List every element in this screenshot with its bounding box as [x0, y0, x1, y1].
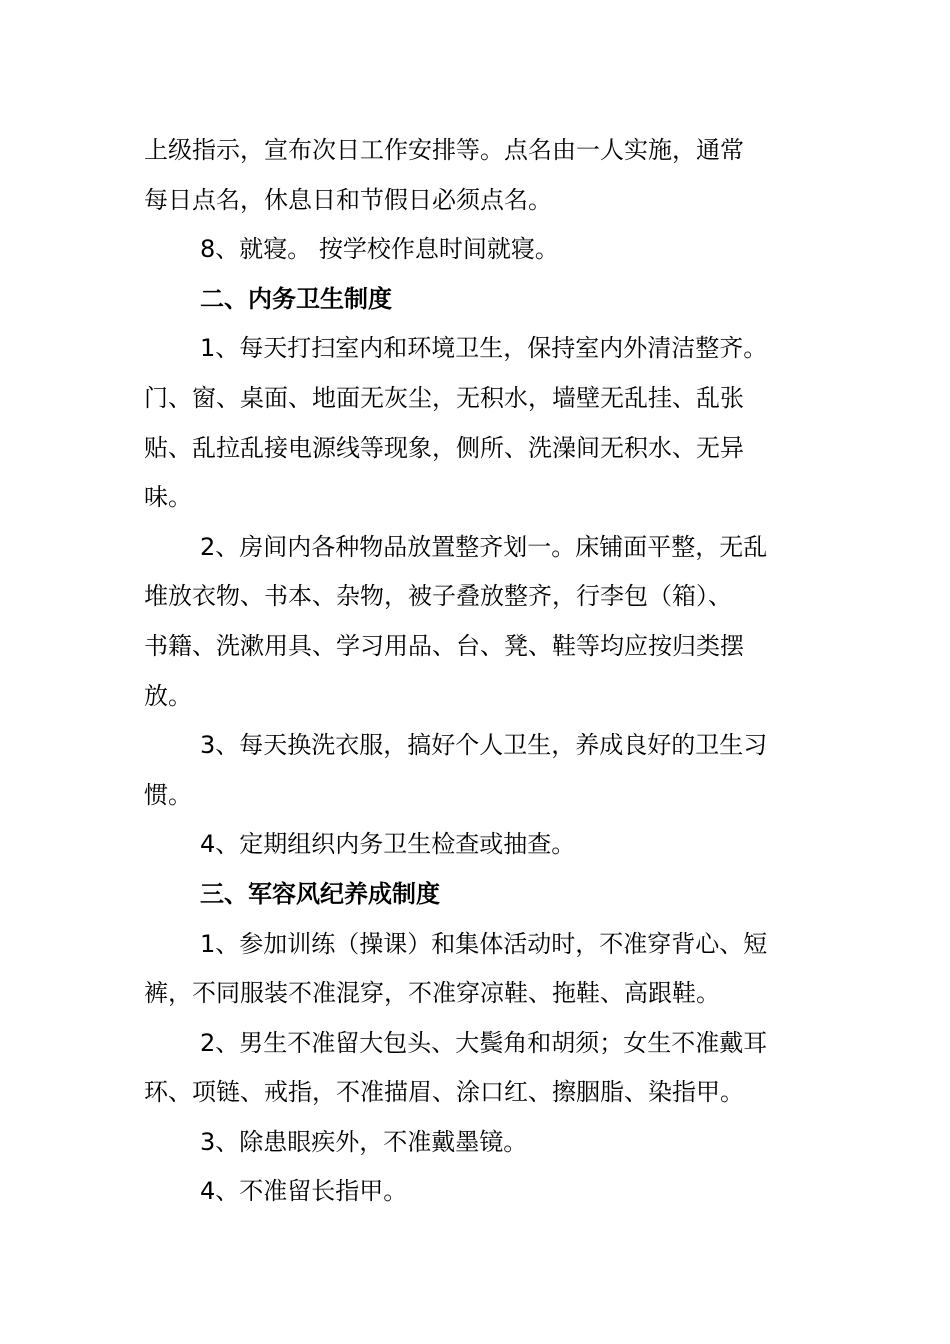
paragraph-line: 1、每天打扫室内和环境卫生，保持室内外清洁整齐。	[200, 334, 768, 363]
document-body	[144, 126, 812, 1217]
paragraph-line: 4、不准留长指甲。	[200, 1177, 408, 1206]
paragraph-line: 1、参加训练（操课）和集体活动时，不准穿背心、短	[200, 929, 768, 958]
paragraph-line: 放。	[144, 681, 192, 710]
paragraph-line: 每日点名，休息日和节假日必须点名。	[144, 185, 552, 214]
paragraph-line: 味。	[144, 483, 192, 512]
paragraph-line: 8、就寝。 按学校作息时间就寝。	[200, 235, 559, 264]
paragraph-line: 贴、乱拉乱接电源线等现象，侧所、洗澡间无积水、无异	[144, 433, 744, 462]
paragraph-line: 3、除患眼疾外，不准戴墨镜。	[200, 1127, 528, 1156]
paragraph-line: 2、男生不准留大包头、大鬓角和胡须；女生不准戴耳	[200, 1028, 768, 1057]
paragraph-line: 书籍、洗漱用具、学习用品、台、凳、鞋等均应按归类摆	[144, 631, 744, 660]
paragraph-line: 2、房间内各种物品放置整齐划一。床铺面平整，无乱	[200, 532, 768, 561]
section-heading: 三、军容风纪养成制度	[200, 879, 440, 908]
section-heading: 二、内务卫生制度	[200, 284, 392, 313]
paragraph-line: 上级指示，宣布次日工作安排等。点名由一人实施，通常	[144, 136, 744, 164]
paragraph-line: 堆放衣物、书本、杂物，被子叠放整齐，行李包（箱）、	[144, 582, 732, 611]
paragraph-line: 裤，不同服装不准混穿，不准穿凉鞋、拖鞋、高跟鞋。	[144, 979, 720, 1008]
paragraph-line: 门、窗、桌面、地面无灰尘，无积水，墙壁无乱挂、乱张	[144, 383, 744, 412]
paragraph-line: 4、定期组织内务卫生检查或抽查。	[200, 830, 576, 859]
paragraph-line: 环、项链、戒指，不准描眉、涂口红、擦胭脂、染指甲。	[144, 1078, 744, 1107]
paragraph-line: 惯。	[144, 780, 192, 809]
paragraph-line: 3、每天换洗衣服，搞好个人卫生，养成良好的卫生习	[200, 731, 768, 760]
